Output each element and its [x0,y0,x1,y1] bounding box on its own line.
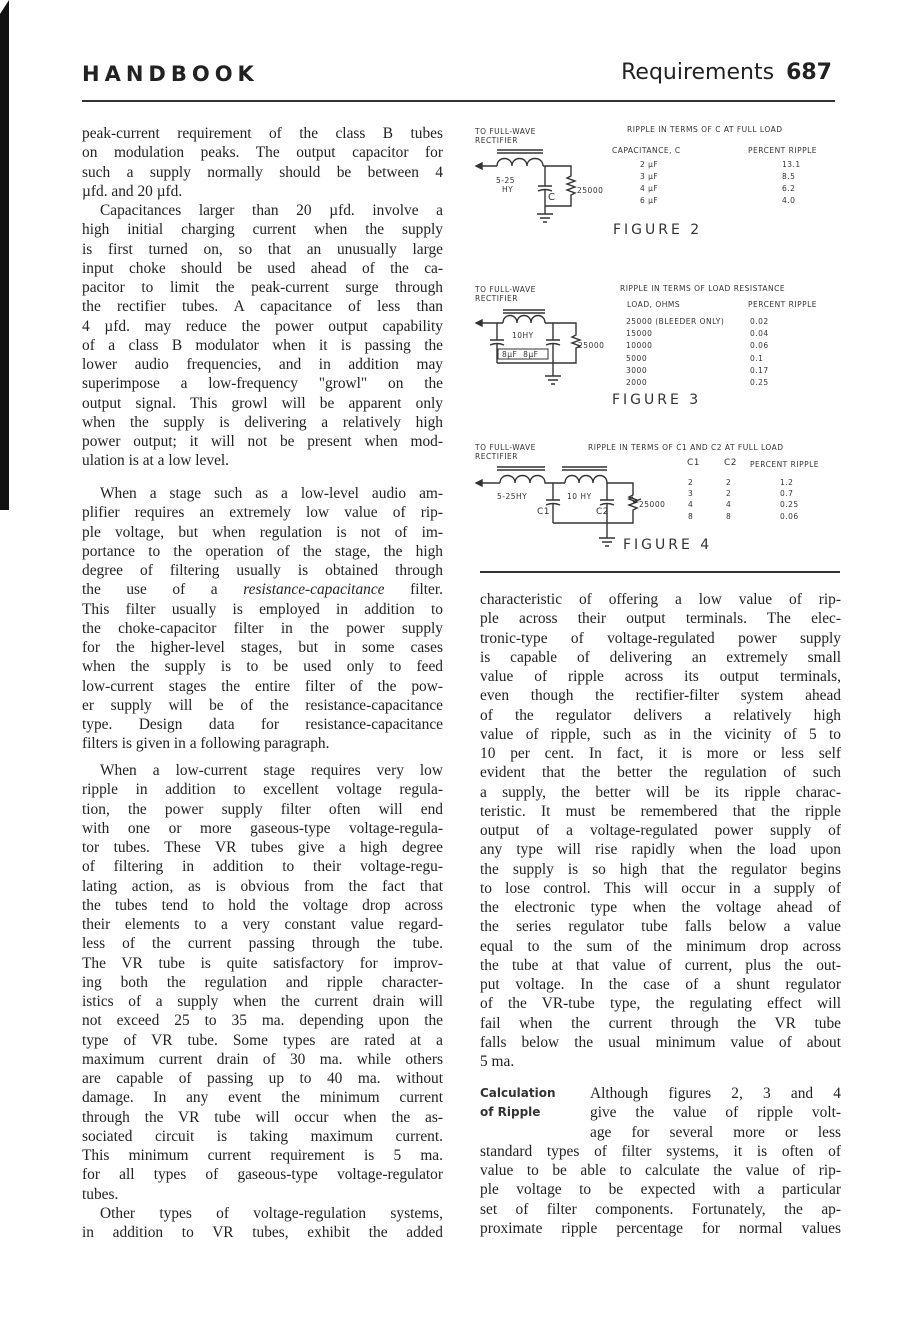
text-line: the supply is so high that the regulator begins [480,860,841,878]
fig2-cell: 6 µF [640,196,659,205]
text-line: when the supply is delivering a relatively high [82,413,443,431]
text-line: The VR tube is quite satisfactory for improv- [82,954,443,972]
text-line: tion, the power supply filter often will end [82,800,443,818]
text-line: in addition to VR tubes, exhibit the added [82,1224,443,1242]
fig4-resistor-label: 25000 [639,500,666,509]
fig4-choke1-label: 5-25HY [497,492,528,501]
fig2-choke-value: 5-25 [496,176,516,185]
fig2-input-label: TO FULL-WAVE [475,127,536,136]
page-number: 687 [786,60,832,85]
fig4-input-label: TO FULL-WAVE [475,443,536,452]
paragraph [82,761,443,1204]
text-line: for all types of gaseous-type voltage-regulator [82,1166,443,1184]
fig3-input-label: RECTIFIER [475,294,518,303]
fig2-cap-label: C [548,192,556,203]
text-line: ple voltage, but when regulation is not of im- [82,523,443,541]
text-line: set of filter components. Fortunately, the ap- [480,1200,841,1218]
italic-term: resistance-capacitance [243,581,385,599]
fig4-cell: 8 [726,512,732,521]
fig3-cell: 3000 [626,366,648,375]
text-line: tronic-type of voltage-regulated power supply [480,629,841,647]
fig4-cell: 4 [726,500,732,509]
fig4-table-title: RIPPLE IN TERMS OF C1 AND C2 AT FULL LOAD [588,443,784,452]
text-line: peak-current requirement of the class B tubes [82,125,443,142]
text-line: ple voltage to be expected with a particular [480,1181,841,1199]
fig3-input-label: TO FULL-WAVE [475,285,536,294]
text-line: lating action, as is obvious from the fact that [82,877,443,895]
fig2-input-label: RECTIFIER [475,136,518,145]
paragraph [480,590,841,1071]
text-line: filters is given in a following paragraph. [82,735,330,753]
text-line: the rectifier tubes. A capacitance of less than [82,298,443,316]
text-line: even though the rectifier-filter system ahead [480,687,841,705]
fig2-cell: 2 µF [640,160,659,169]
fig4-cap1-label: C1 [537,507,551,517]
sidehead-line: of Ripple [480,1105,541,1120]
text-line: are capable of passing up to 40 ma. without [82,1070,443,1087]
text-line: ple across their output terminals. The elec- [480,610,841,628]
text-line: maximum current drain of 30 ma. while others [82,1050,443,1068]
text-line: 5 ma. [480,1053,515,1070]
text-line: value of ripple across its output terminals, [480,668,841,685]
text-line: of the VR-tube type, the regulating effect will [480,995,841,1013]
fig2-col-header: PERCENT RIPPLE [748,146,818,155]
text-line: input choke should be used ahead of the ca- [82,259,443,277]
fig2-cell: 6.2 [782,184,796,193]
text-line: istics of a supply when the current drain will [82,993,443,1010]
section-title: Requirements [621,60,775,85]
text-line: is first turned on, so that an unusually large [82,240,443,258]
text-line: any type will rise rapidly when the load upon [480,841,841,859]
text-line: ing both the regulation and ripple character- [82,973,443,991]
fig4-cell: 4 [688,500,694,509]
text-line: type. Design data for resistance-capacitance [82,716,443,733]
sidehead-calculation-of-ripple [480,1084,556,1123]
text-line: proximate ripple percentage for normal values [480,1219,841,1237]
fig3-cap-labels: 8µF 8µF [502,350,539,359]
text-line: standard types of filter systems, it is often of [480,1142,841,1160]
text-line: to lose control. This will occur in a supply of [480,879,841,897]
text-line: low-current stages the entire filter of the pow- [82,677,443,695]
text-line: Although figures 2, 3 and 4 [590,1085,841,1102]
fig4-cell: 1.2 [780,478,794,487]
figure-4-circuit [476,467,641,546]
fig3-col-header: PERCENT RIPPLE [748,300,818,309]
text-line: the electronic type when the voltage ahead of [480,899,841,916]
fig3-resistor-label: 25000 [578,341,605,350]
fig4-cell: 2 [726,489,732,498]
text-line: 10 per cent. In fact, it is more or less self [480,745,841,762]
fig3-col-header: LOAD, OHMS [627,300,681,309]
text-line: with one or more gaseous-type voltage-regula- [82,819,443,837]
text-line: their elements to a very constant value regard- [82,916,443,933]
text-line: high initial charging current when the supply [82,221,443,239]
text-line: such a supply normally should be between 4 [82,163,443,181]
figure-3-circuit [476,310,580,384]
text-line: sociated circuit is taking maximum current. [82,1127,443,1145]
text-line: This minimum current requirement is 5 ma. [82,1147,443,1164]
text-line: type of VR tube. Some types are rated at a [82,1031,443,1049]
text-line: on modulation peaks. The output capacitor for [82,144,443,162]
text-line: superimpose a low-frequency "growl" on the [82,375,443,393]
fig3-cell: 5000 [626,354,648,363]
text-line: teristic. It must be remembered that the ripple [480,802,841,820]
fig3-cell: 2000 [626,378,648,387]
text-line: output of a voltage-regulated power supply of [480,822,841,839]
fig3-table-title: RIPPLE IN TERMS OF LOAD RESISTANCE [620,284,786,293]
fig3-cell: 0.04 [750,329,769,338]
text-line: value of ripple, such as in the vicinity of 5 to [480,725,841,743]
text-line: Other types of voltage-regulation systems, [100,1205,443,1222]
fig3-cell: 0.1 [750,354,764,363]
fig4-col-header: C1 [687,458,701,468]
running-head: HANDBOOK [82,62,259,86]
figure-2-circuit [476,150,575,222]
text-line: This filter usually is employed in addition to [82,600,443,618]
text-line: age for several more or less [590,1123,841,1141]
fig4-choke2-label: 10 HY [567,492,592,501]
text-line: When a stage such as a low-level audio am- [100,485,443,502]
fig4-input-label: RECTIFIER [475,452,518,461]
fig3-cell: 10000 [626,341,653,350]
text-line: when the supply is to be used only to feed [82,658,443,676]
text-line: lower audio frequencies, and in addition may [82,356,443,373]
fig3-cell: 15000 [626,329,653,338]
text-line: characteristic of offering a low value of rip- [480,591,841,608]
text-line: portance to the operation of the stage, the high [82,542,443,560]
text-line: power output; it will not be present when mod- [82,433,443,450]
text-line: 4 µfd. may reduce the power output capability [82,317,443,335]
sidehead-line: Calculation [480,1086,556,1100]
text-line: of filtering in addition to their voltage-regu- [82,858,443,876]
text-line: ripple in addition to excellent voltage regula- [82,781,443,799]
text-line: is capable of delivering an extremely small [480,648,841,666]
text-line: evident that the better the regulation of such [480,764,841,782]
fig2-cell: 4 µF [640,184,659,193]
figure-4-label: FIGURE 4 [623,537,713,553]
text-line: When a low-current stage requires very low [100,762,443,779]
text-line: output signal. This growl will be apparent only [82,394,443,412]
text-line: er supply will be of the resistance-capacitance [82,696,443,714]
text-line: of the regulator delivers a relatively high [480,706,841,724]
fig3-cell: 0.06 [750,341,769,350]
fig2-col-header: CAPACITANCE, C [612,146,681,155]
text-line: the tube at that value of current, plus the out- [480,956,841,974]
text-line: not exceed 25 to 35 ma. depending upon the [82,1012,443,1030]
fig3-cell: 25000 (BLEEDER ONLY) [626,317,725,326]
fig4-col-header: PERCENT RIPPLE [750,460,820,469]
text-line: the choke-capacitor filter in the power supply [82,619,443,637]
text-line: tor tubes. These VR tubes give a high degree [82,839,443,856]
fig3-choke-label: 10HY [512,331,534,340]
text-line: a supply, the better will be its ripple charac- [480,783,841,801]
text-line: fail when the current through the VR tube [480,1014,841,1032]
text-line: tubes. [82,1185,119,1203]
fig4-cell: 0.25 [780,500,799,509]
fig3-cell: 0.02 [750,317,769,326]
text-line: less of the current passing through the tube. [82,935,443,953]
text-line: damage. In any event the minimum current [82,1089,443,1107]
text-line: degree of filtering usually is obtained through [82,562,443,579]
fig2-resistor-label: 25000 [577,186,604,195]
figure-2-label: FIGURE 2 [613,222,703,238]
text-line: the tubes tend to hold the voltage drop across [82,896,443,914]
fig2-table-title: RIPPLE IN TERMS OF C AT FULL LOAD [627,125,783,134]
text-line: µfd. and 20 µfd. [82,182,183,200]
fig3-cell: 0.17 [750,366,769,375]
fig4-col-header: C2 [724,458,738,468]
figure-3-label: FIGURE 3 [612,392,702,408]
text-line: the series regulator tube falls below a value [480,918,841,936]
text-line: through the VR tube will occur when the as- [82,1108,443,1126]
text-line: equal to the sum of the minimum drop across [480,937,841,955]
fig4-cell: 2 [688,478,694,487]
fig4-cell: 3 [688,489,694,498]
text-segment: the use of a [82,581,244,599]
text-line: for the higher-level stages, but in some cases [82,639,443,656]
text-line: Capacitances larger than 20 µfd. involve a [100,202,443,219]
text-line: give the value of ripple volt- [590,1104,841,1122]
fig4-cell: 2 [726,478,732,487]
fig3-cell: 0.25 [750,378,769,387]
fig2-choke-unit: HY [502,185,514,194]
fig4-cap2-label: C2 [596,507,610,517]
text-line: falls below the usual minimum value of about [480,1033,841,1051]
fig4-cell: 8 [688,512,694,521]
text-line: of a class B modulator when it is passing the [82,336,443,354]
text-line: put voltage. In the case of a shunt regulator [480,976,841,993]
fig2-cell: 4.0 [782,196,796,205]
choke-coil [497,159,543,167]
fig2-cell: 8.5 [782,172,796,181]
text-segment: filter. [384,581,443,599]
fig4-cell: 0.7 [780,489,794,498]
text-line: pacitor to limit the peak-current surge through [82,279,443,296]
fig2-cell: 3 µF [640,172,659,181]
text-line: value to be able to calculate the value of rip- [480,1162,841,1179]
text-line: ulation is at a low level. [82,452,230,470]
fig4-cell: 0.06 [780,512,799,521]
fig2-cell: 13.1 [782,160,801,169]
text-line: plifier requires an extremely low value of rip- [82,504,443,522]
paragraph [82,1204,443,1243]
